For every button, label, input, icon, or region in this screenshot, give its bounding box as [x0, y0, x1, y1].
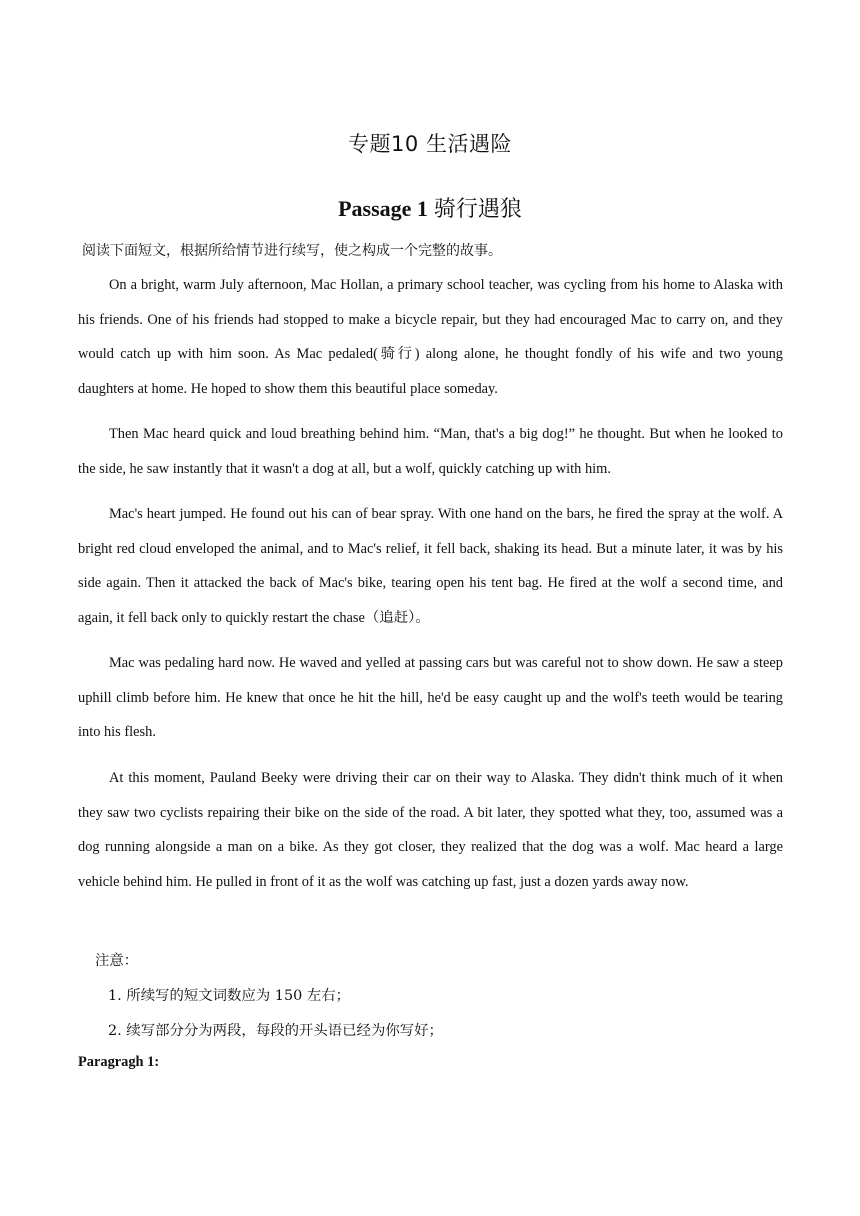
notes-heading: 注意：: [95, 953, 139, 969]
story-paragraph-2: Then Mac heard quick and loud breathing behind him. “Man, that's a big dog!” he thought. But when he looked to the side, he saw instantly that it wasn't a dog at all, but a wolf, quickly catching up with him.: [78, 426, 783, 477]
note-item-1: 1. 所续写的短文词数应为 150 左右；: [108, 988, 350, 1004]
story-paragraph-3: Mac's heart jumped. He found out his can of bear spray. With one hand on the bars, he fired the spray at the wolf. A bright red cloud enveloped the animal, and to Mac's relief, it fell back, shaking its head. But a minute later, it was by his side again. Then it attacked the back of Mac's bike, tearing open his tent bag. He fired at the wolf a second time, and again, it fell back only to quickly restart the chase（追赶）。: [78, 506, 783, 626]
continuation-paragraph-label: Paragragh 1:: [78, 1054, 160, 1070]
passage-number: Passage 1: [338, 196, 428, 221]
note-item-2: 2. 续写部分分为两段，每段的开头语已经为你写好；: [108, 1023, 443, 1039]
passage-title-cn: 骑行遇狼: [433, 197, 522, 222]
passage-heading: [0, 192, 860, 223]
page-title: 专题10 生活遇险: [348, 132, 512, 156]
task-instruction: 阅读下面短文，根据所给情节进行续写，使之构成一个完整的故事。: [82, 243, 502, 259]
story-paragraph-4: Mac was pedaling hard now. He waved and yelled at passing cars but was careful not to show down. He saw a steep uphill climb before him. He knew that once he hit the hill, he'd be easy caught up and the wolf's teeth would be tearing into his flesh.: [78, 655, 783, 740]
story-paragraph-5: At this moment, Pauland Beeky were driving their car on their way to Alaska. They didn't think much of it when they saw two cyclists repairing their bike on the side of the road. A bit later, they spotted what they, too, assumed was a dog running alongside a man on a bike. As they got closer, they realized that the dog was a wolf. Mac heard a large vehicle behind him. He pulled in front of it as the wolf was catching up fast, just a dozen yards away now.: [78, 770, 783, 890]
story-paragraph-1: On a bright, warm July afternoon, Mac Hollan, a primary school teacher, was cycling from his home to Alaska with his friends. One of his friends had stopped to make a bicycle repair, but they had encouraged Mac to carry on, and they would catch up with him soon. As Mac pedaled(骑行) along alone, he thought fondly of his wife and two young daughters at home. He hoped to show them this beautiful place someday.: [78, 277, 783, 397]
